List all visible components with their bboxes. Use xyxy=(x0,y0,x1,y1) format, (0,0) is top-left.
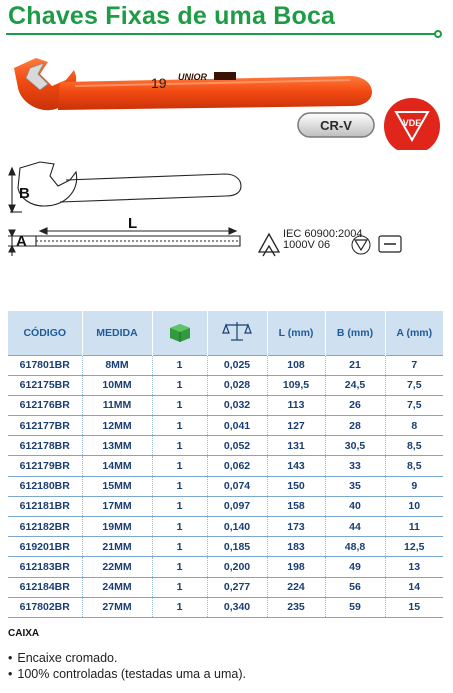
cell-weight: 0,097 xyxy=(207,496,267,516)
cell-quantity: 1 xyxy=(152,577,207,597)
cell-medida: 12MM xyxy=(82,416,152,436)
vde-logo-label: VDE xyxy=(402,118,422,128)
cell-l-mm: 127 xyxy=(267,416,325,436)
header-medida: MEDIDA xyxy=(82,311,152,355)
cell-b-mm: 49 xyxy=(325,557,385,577)
cell-medida: 13MM xyxy=(82,436,152,456)
scale-weight-icon xyxy=(222,319,252,343)
cell-a-mm: 7,5 xyxy=(385,395,443,415)
header-weight xyxy=(207,311,267,355)
table-row xyxy=(8,395,443,415)
cell-a-mm: 8,5 xyxy=(385,436,443,456)
table-header-row xyxy=(8,311,443,355)
cell-medida: 14MM xyxy=(82,456,152,476)
table-row xyxy=(8,375,443,395)
table-row xyxy=(8,436,443,456)
cell-a-mm: 13 xyxy=(385,557,443,577)
cell-a-mm: 15 xyxy=(385,597,443,617)
cell-weight: 0,032 xyxy=(207,395,267,415)
cell-quantity: 1 xyxy=(152,557,207,577)
table-row xyxy=(8,537,443,557)
feature-note: • Encaixe cromado. xyxy=(8,650,246,666)
cell-weight: 0,052 xyxy=(207,436,267,456)
cell-medida: 8MM xyxy=(82,355,152,375)
cell-b-mm: 56 xyxy=(325,577,385,597)
certification-text xyxy=(283,229,363,251)
cell-medida: 22MM xyxy=(82,557,152,577)
cell-l-mm: 108 xyxy=(267,355,325,375)
cell-l-mm: 158 xyxy=(267,496,325,516)
cell-a-mm: 10 xyxy=(385,496,443,516)
cell-weight: 0,062 xyxy=(207,456,267,476)
cell-a-mm: 11 xyxy=(385,517,443,537)
cell-codigo: 612184BR xyxy=(8,577,82,597)
wrench-brand-mark: UNIOR xyxy=(178,72,207,82)
cell-quantity: 1 xyxy=(152,416,207,436)
header-l-mm: L (mm) xyxy=(267,311,325,355)
cell-b-mm: 33 xyxy=(325,456,385,476)
crv-badge-label: CR-V xyxy=(320,118,352,133)
title-divider-dot xyxy=(434,30,442,38)
table-row xyxy=(8,355,443,375)
cell-weight: 0,140 xyxy=(207,517,267,537)
table-row xyxy=(8,597,443,617)
cell-quantity: 1 xyxy=(152,496,207,516)
title-divider xyxy=(6,33,438,35)
cell-codigo: 612176BR xyxy=(8,395,82,415)
cell-b-mm: 26 xyxy=(325,395,385,415)
table-row xyxy=(8,577,443,597)
cell-weight: 0,041 xyxy=(207,416,267,436)
cell-weight: 0,200 xyxy=(207,557,267,577)
cell-quantity: 1 xyxy=(152,456,207,476)
gs-mark-icon xyxy=(379,236,401,252)
cell-b-mm: 21 xyxy=(325,355,385,375)
cell-codigo: 612181BR xyxy=(8,496,82,516)
cell-a-mm: 8,5 xyxy=(385,456,443,476)
cell-a-mm: 12,5 xyxy=(385,537,443,557)
cell-weight: 0,277 xyxy=(207,577,267,597)
cell-l-mm: 143 xyxy=(267,456,325,476)
caixa-label: CAIXA xyxy=(8,628,40,639)
cell-b-mm: 24,5 xyxy=(325,375,385,395)
cell-b-mm: 35 xyxy=(325,476,385,496)
cell-medida: 24MM xyxy=(82,577,152,597)
cell-quantity: 1 xyxy=(152,355,207,375)
cell-l-mm: 113 xyxy=(267,395,325,415)
cell-codigo: 612177BR xyxy=(8,416,82,436)
cell-b-mm: 48,8 xyxy=(325,537,385,557)
table-row xyxy=(8,557,443,577)
cell-codigo: 612178BR xyxy=(8,436,82,456)
certification-voltage: 1000V 06 xyxy=(283,239,331,251)
dimension-a-label: A xyxy=(16,233,27,250)
cell-quantity: 1 xyxy=(152,517,207,537)
wrench-size-mark: 19 xyxy=(151,75,167,91)
cell-codigo: 612183BR xyxy=(8,557,82,577)
cell-codigo: 612175BR xyxy=(8,375,82,395)
page-title: Chaves Fixas de uma Boca xyxy=(8,2,336,30)
box-quantity-icon xyxy=(167,319,193,343)
cell-codigo: 617801BR xyxy=(8,355,82,375)
cell-medida: 27MM xyxy=(82,597,152,617)
table-row xyxy=(8,456,443,476)
spec-table xyxy=(8,311,443,618)
cell-a-mm: 9 xyxy=(385,476,443,496)
dimension-b-label: B xyxy=(19,185,30,202)
cell-medida: 19MM xyxy=(82,517,152,537)
cell-l-mm: 235 xyxy=(267,597,325,617)
wrench-image xyxy=(14,58,372,110)
cell-codigo: 612182BR xyxy=(8,517,82,537)
insulation-triangle-icon xyxy=(259,234,279,256)
cell-b-mm: 44 xyxy=(325,517,385,537)
cell-a-mm: 7 xyxy=(385,355,443,375)
cell-codigo: 619201BR xyxy=(8,537,82,557)
cell-quantity: 1 xyxy=(152,476,207,496)
header-b-mm: B (mm) xyxy=(325,311,385,355)
cell-medida: 21MM xyxy=(82,537,152,557)
certification-standard: IEC 60900:2004 xyxy=(283,228,363,240)
cell-l-mm: 173 xyxy=(267,517,325,537)
cell-codigo: 617802BR xyxy=(8,597,82,617)
vde-logo-icon xyxy=(384,98,440,150)
crv-badge xyxy=(298,113,374,137)
cell-b-mm: 40 xyxy=(325,496,385,516)
cell-l-mm: 224 xyxy=(267,577,325,597)
cell-l-mm: 198 xyxy=(267,557,325,577)
cell-medida: 11MM xyxy=(82,395,152,415)
cell-a-mm: 7,5 xyxy=(385,375,443,395)
cell-quantity: 1 xyxy=(152,537,207,557)
dimension-l-label: L xyxy=(128,215,138,232)
cell-medida: 10MM xyxy=(82,375,152,395)
table-row xyxy=(8,416,443,436)
header-a-mm: A (mm) xyxy=(385,311,443,355)
cell-medida: 15MM xyxy=(82,476,152,496)
cell-codigo: 612180BR xyxy=(8,476,82,496)
product-hero xyxy=(0,40,453,150)
table-row xyxy=(8,476,443,496)
feature-note: • 100% controladas (testadas uma a uma). xyxy=(8,666,246,682)
table-row xyxy=(8,496,443,516)
cell-quantity: 1 xyxy=(152,395,207,415)
cell-medida: 17MM xyxy=(82,496,152,516)
cell-l-mm: 109,5 xyxy=(267,375,325,395)
cell-b-mm: 28 xyxy=(325,416,385,436)
cell-weight: 0,074 xyxy=(207,476,267,496)
cell-a-mm: 8 xyxy=(385,416,443,436)
cell-quantity: 1 xyxy=(152,375,207,395)
cell-l-mm: 150 xyxy=(267,476,325,496)
cell-quantity: 1 xyxy=(152,597,207,617)
cell-codigo: 612179BR xyxy=(8,456,82,476)
header-codigo: CÓDIGO xyxy=(8,311,82,355)
cell-l-mm: 183 xyxy=(267,537,325,557)
cell-quantity: 1 xyxy=(152,436,207,456)
cell-a-mm: 14 xyxy=(385,577,443,597)
cell-weight: 0,340 xyxy=(207,597,267,617)
cell-weight: 0,025 xyxy=(207,355,267,375)
cell-b-mm: 59 xyxy=(325,597,385,617)
cell-weight: 0,185 xyxy=(207,537,267,557)
feature-notes xyxy=(8,650,246,682)
cell-weight: 0,028 xyxy=(207,375,267,395)
cell-l-mm: 131 xyxy=(267,436,325,456)
table-row xyxy=(8,517,443,537)
cell-b-mm: 30,5 xyxy=(325,436,385,456)
header-quantity xyxy=(152,311,207,355)
